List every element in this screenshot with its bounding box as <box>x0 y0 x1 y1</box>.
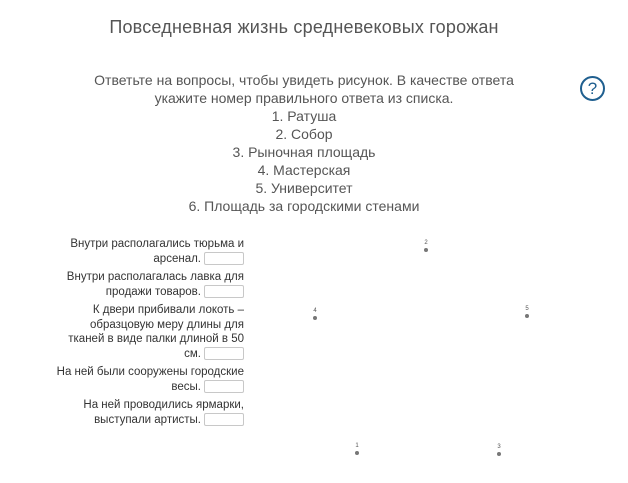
question-1 <box>70 237 244 266</box>
question-text: продажи товаров. <box>105 285 201 298</box>
question-text: весы. <box>171 380 201 393</box>
help-icon-glyph: ? <box>587 78 598 98</box>
instructions-line: укажите номер правильного ответа из списка. <box>154 90 454 106</box>
option-item: 1. Ратуша <box>271 108 337 124</box>
question-text: выступали артисты. <box>94 413 201 426</box>
option-item: 3. Рыночная площадь <box>232 144 376 160</box>
option-item: 2. Собор <box>275 126 333 142</box>
picture-point-3 <box>494 444 504 460</box>
picture-point-5 <box>522 306 532 322</box>
answer-input-5[interactable] <box>204 413 244 426</box>
question-text: тканей в виде палки длиной в 50 <box>68 333 244 345</box>
question-3 <box>68 303 244 361</box>
help-icon[interactable] <box>580 76 605 101</box>
question-text: На ней были сооружены городские <box>56 366 244 378</box>
point-label: 1 <box>355 443 359 449</box>
point-dot <box>355 451 359 455</box>
point-dot <box>313 316 317 320</box>
point-label: 5 <box>525 306 529 312</box>
option-item: 5. Университет <box>255 180 353 196</box>
point-label: 2 <box>424 240 428 246</box>
question-2 <box>67 270 244 299</box>
question-text: арсенал. <box>153 252 201 265</box>
answer-input-3[interactable] <box>204 347 244 360</box>
picture-point-1 <box>352 443 362 459</box>
question-text: см. <box>184 347 201 360</box>
option-item: 4. Мастерская <box>257 162 351 178</box>
question-5 <box>83 398 244 427</box>
question-text: Внутри располагались тюрьма и <box>70 238 244 250</box>
picture-point-2 <box>421 240 431 256</box>
question-text: Внутри располагалась лавка для <box>66 271 244 283</box>
question-text: образцовую меру длины для <box>89 318 244 331</box>
point-label: 4 <box>313 308 317 314</box>
point-dot <box>424 248 428 252</box>
question-4 <box>57 365 244 394</box>
instructions <box>0 71 608 215</box>
point-label: 3 <box>497 444 501 450</box>
answer-input-2[interactable] <box>204 285 244 298</box>
answer-input-4[interactable] <box>204 380 244 393</box>
point-dot <box>525 314 529 318</box>
point-dot <box>497 452 501 456</box>
picture-point-4 <box>310 308 320 324</box>
instructions-line: Ответьте на вопросы, чтобы увидеть рисунок. В качестве ответа <box>94 72 514 88</box>
question-text: На ней проводились ярмарки, <box>83 399 244 411</box>
option-item: 6. Площадь за городскими стенами <box>188 198 420 214</box>
question-text: К двери прибивали локоть – <box>92 304 244 316</box>
answer-input-1[interactable] <box>204 252 244 265</box>
page-title: Повседневная жизнь средневековых горожан <box>109 17 499 37</box>
